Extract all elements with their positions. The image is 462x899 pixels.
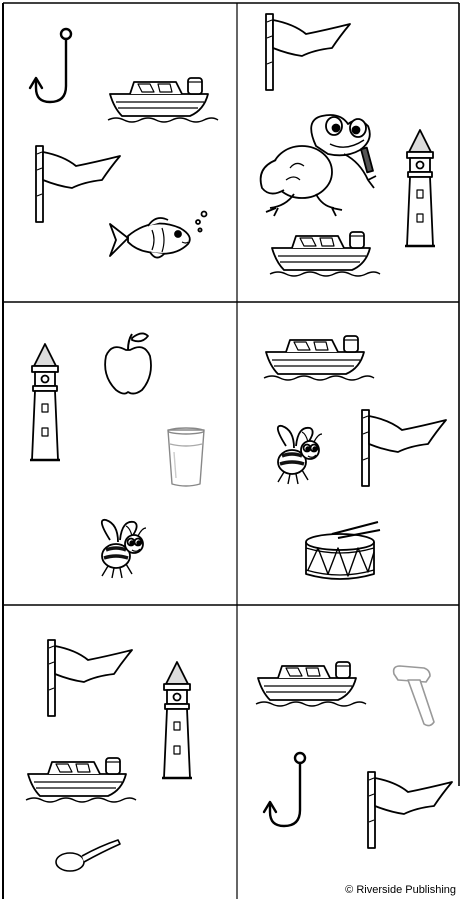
flag-picture[interactable] [48, 640, 132, 716]
fly-picture[interactable] [278, 426, 322, 484]
panel-top-left [30, 29, 218, 258]
drum-picture[interactable] [306, 522, 380, 579]
panel-bottom-left [26, 640, 192, 871]
glass-picture[interactable] [168, 428, 204, 486]
panel-middle-left [30, 333, 204, 578]
panel-bottom-right [256, 662, 452, 848]
hook-picture[interactable] [264, 753, 305, 826]
flag-picture[interactable] [362, 410, 446, 486]
boat-picture[interactable] [26, 758, 136, 802]
boat-picture[interactable] [264, 336, 374, 380]
fish-picture[interactable] [110, 212, 207, 258]
boat-picture[interactable] [256, 662, 366, 706]
copyright-notice: © Riverside Publishing [345, 884, 456, 896]
flag-picture[interactable] [266, 14, 350, 90]
boat-picture[interactable] [270, 232, 380, 276]
flag-picture[interactable] [368, 772, 452, 848]
lighthouse-picture[interactable] [162, 662, 192, 778]
panel-top-right [261, 14, 435, 276]
apple-picture[interactable] [105, 333, 151, 393]
panel-middle-right [264, 336, 446, 579]
fly-picture[interactable] [102, 520, 146, 578]
frog-picture[interactable] [261, 115, 376, 216]
spoon-picture[interactable] [56, 840, 120, 871]
boat-picture[interactable] [108, 78, 218, 122]
flag-picture[interactable] [36, 146, 120, 222]
hook-picture[interactable] [30, 29, 71, 102]
lighthouse-picture[interactable] [405, 130, 435, 246]
hammer-picture[interactable] [394, 666, 434, 726]
lighthouse-picture[interactable] [30, 344, 60, 460]
